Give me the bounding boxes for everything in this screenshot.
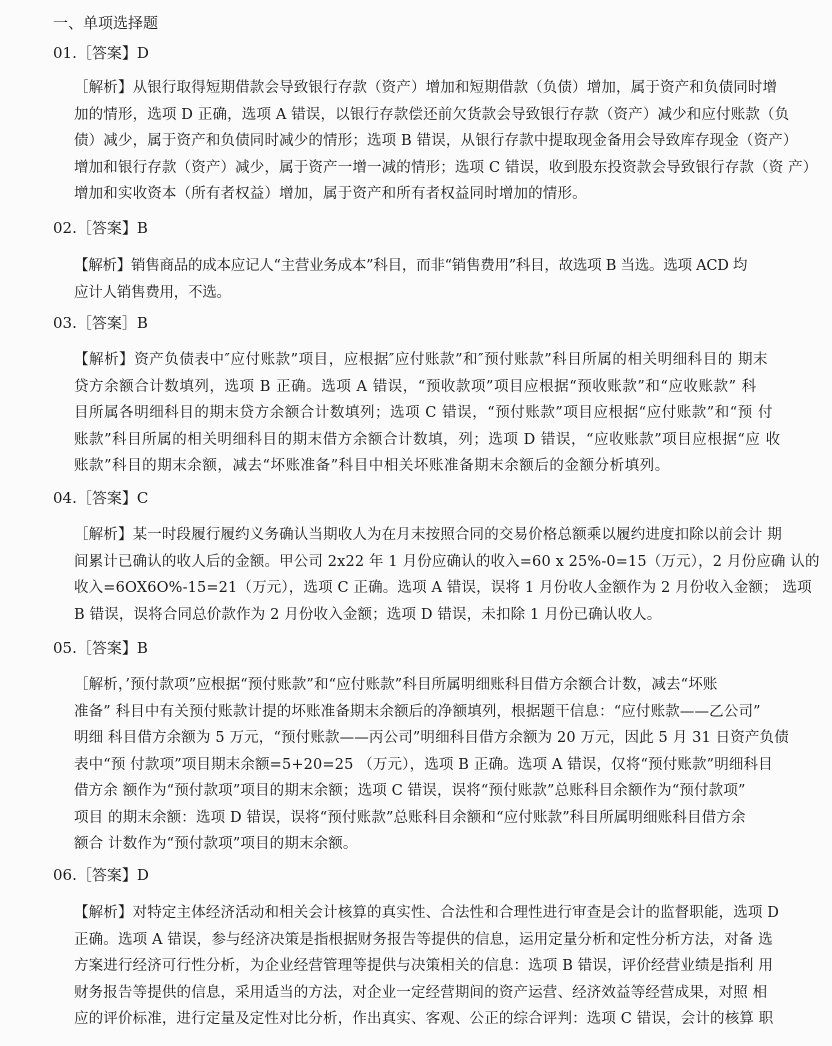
answer-q06: 06.［答案】D — [53, 866, 149, 884]
answer-q02: 02.［答案】B — [53, 219, 148, 237]
analysis-line: ［解析】从银行取得短期借款会导致银行存款（资产）增加和短期借款（负债）增加，属于资产和负债同时增 — [74, 80, 778, 96]
analysis-line: 贷方余额合计数填列，选项 B 正确。选项 A 错误，“预收款项”项目应根据“预收账款”和“应收账款” 科 — [74, 378, 757, 395]
answer-q03: 03.［答案］B — [53, 314, 148, 332]
analysis-line: 项目 的期末余额：选项 D 错误，误将“预付账款”总账科目余额和“应付账款”科目所属明细账科目借方余 — [74, 809, 746, 826]
analysis-q01 — [74, 75, 818, 208]
answer-q04: 04.［答案】C — [53, 489, 149, 507]
analysis-line: 【解析】对特定主体经济活动和相关会计核算的真实性、合法性和合理性进行审查是会计的监督职能，选项 D — [74, 905, 780, 921]
analysis-line: 财务报告等提供的信息，采用适当的方法，对企业一定经营期间的资产运营、经济效益等经营成果，对照 相 — [74, 984, 768, 1001]
analysis-line: ［解析】某一时段履行履约义务确认当期收人为在月末按照合同的交易价格总额乘以履约进度扣除以前会计 期 — [74, 527, 782, 543]
analysis-q04 — [74, 522, 820, 628]
analysis-line: 增加和银行存款（资产）减少，属于资产一增一减的情形；选项 C 错误，收到股东投资款会导致银行存款（资 产） — [74, 159, 818, 176]
analysis-line: 应的评价标准，进行定量及定性对比分析，作出真实、客观、公正的综合评判：选项 C 错误，会计的核算 职 — [74, 1011, 774, 1027]
answer-q01: 01.［答案】D — [53, 44, 149, 62]
analysis-line: ［解析，’预付款项”应根据“预付账款”和“应付账款”科目所属明细账科目借方余额合计数，减去“坏账 — [74, 677, 718, 693]
analysis-line: 增加和实收资本（所有者权益）增加，属于资产和所有者权益同时增加的情形。 — [74, 186, 587, 202]
analysis-line: 表中“预 付款项”项目期末余额=5+20=25 （万元），选项 B 正确。选项 A 错误，仅将“预付账款”明细科目 — [74, 756, 773, 773]
analysis-line: 额合 计数作为“预付款项”项目的期末余额。 — [74, 836, 358, 852]
analysis-line: 借方余 额作为“预付款项”项目的期末余额；选项 C 错误，误将“预付账款”总账科目余额作为“预付款项” — [74, 783, 746, 799]
analysis-line: 正确。选项 A 错误，参与经济决策是指根据财务报告等提供的信息，运用定量分析和定性分析方法，对备 选 — [74, 931, 773, 948]
analysis-line: B 错误，误将合同总价款作为 2 月份收入金额；选项 D 错误，未扣除 1 月份已确认收人。 — [74, 606, 662, 623]
analysis-line: 明细 科目借方余额为 5 万元，“预付账款——丙公司”明细科目借方余额为 20 万元，因此 5 月 31 日资产负债 — [74, 730, 789, 746]
analysis-line: 【解析】资产负债表中″应付账款”项目，应根据″应付账款”和″预付账款”科目所属的相关明细科目的 期末 — [74, 352, 769, 368]
analysis-line: 账款”科目所属的相关明细科目的期末借方余额合计数填，列；选项 D 错误，“应收账款”项目应根据“应 收 — [74, 431, 781, 448]
analysis-line: 应计人销售费用，不选。 — [74, 284, 231, 301]
analysis-line: 收入=6OX6O%-15=21（万元），选项 C 正确。选项 A 错误，误将 1 月份收人金额作为 2 月份收入金额； 选项 — [74, 580, 812, 596]
analysis-line: 加的情形，选项 D 正确，选项 A 错误，以银行存款偿还前欠货款会导致银行存款（资产）减少和应付账款（负 — [74, 106, 790, 123]
analysis-line: 准备” 科目中有关预付账款计提的坏账准备期末余额后的净额填列，根据题干信息：“应付账款——乙公司” — [74, 703, 761, 720]
analysis-line: 账款”科目的期末余额，减去“坏账准备”科目中相关坏账准备期末余额后的金额分析填列。 — [74, 458, 670, 474]
section-title: 一、单项选择题 — [53, 14, 159, 32]
analysis-q05 — [74, 672, 792, 858]
analysis-q03 — [74, 347, 792, 480]
analysis-line: 【解析】销售商品的成本应记人“主营业务成本”科目，而非“销售费用”科目，故选项 B 当选。选项 ACD 均 — [74, 258, 748, 274]
analysis-line: 债）减少，属于资产和负债同时减少的情形；选项 B 错误，从银行存款中提取现金备用会导致库存现金（资产） — [74, 133, 798, 149]
analysis-line: 方案进行经济可行性分析，为企业经营管理等提供与决策相关的信息：选项 B 错误，评价经营业绩是指利 用 — [74, 958, 773, 974]
analysis-q06 — [74, 900, 792, 1033]
analysis-line: 间累计已确认的收人后的金额。甲公司 2x22 年 1 月份应确认的收入=60 x 25%-0=15（万元），2 月份应确 认的 — [74, 553, 820, 570]
analysis-q02 — [74, 253, 792, 306]
analysis-line: 目所属各明细科目的期末贷方余额合计数填列；选项 C 错误，“预付账款”项目应根据“应付账款”和“预 付 — [74, 405, 774, 421]
answer-q05: 05.［答案】B — [53, 639, 148, 657]
